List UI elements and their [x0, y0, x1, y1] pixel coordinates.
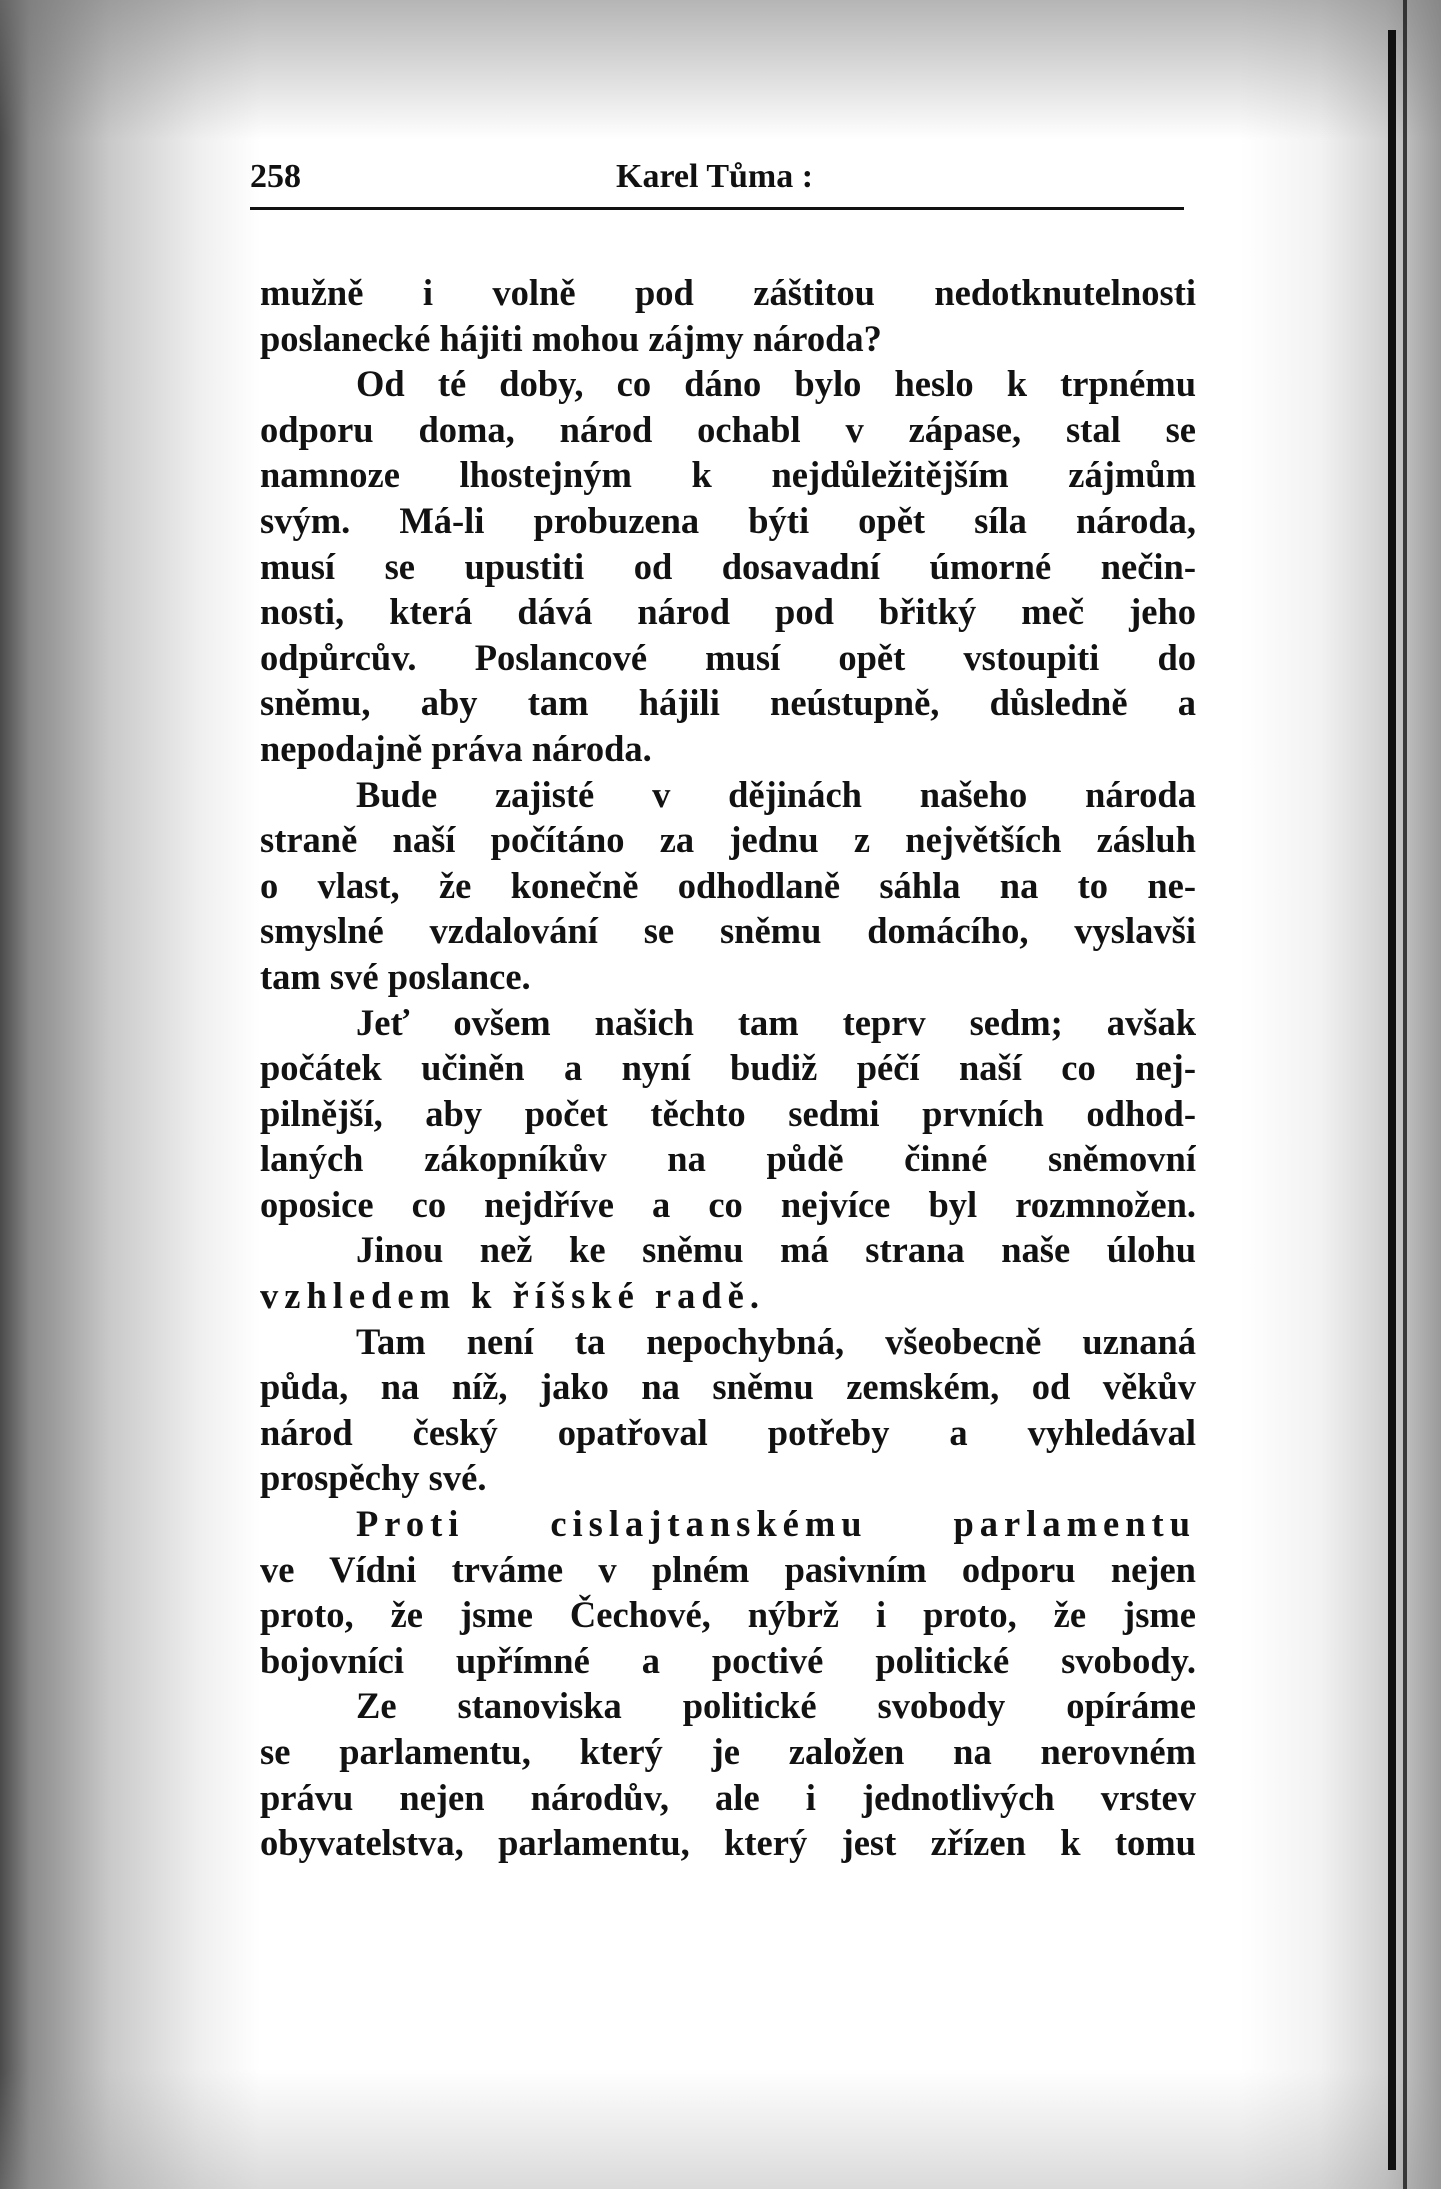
text-line: laných zákopníkův na půdě činné sněmovní	[260, 1138, 1196, 1180]
text-line: smyslné vzdalování se sněmu domácího, vyslavši	[260, 910, 1196, 952]
text-line: se parlamentu, který je založen na nerovném	[260, 1731, 1196, 1772]
header-rule	[250, 207, 1184, 210]
page-edge-outer	[1403, 0, 1407, 2189]
text-line: Tam není ta nepochybná, všeobecně uznaná	[356, 1320, 1196, 1362]
text-line: Bude zajisté v dějinách našeho národa	[356, 773, 1196, 815]
body-text	[260, 270, 1196, 1866]
page-header	[250, 158, 1184, 208]
text-line: proto, že jsme Čechové, nýbrž i proto, že jsme	[260, 1594, 1196, 1636]
text-line: Proti cislajtanskému parlamentu	[356, 1503, 1196, 1545]
text-line: musí se upustiti od dosavadní úmorné nečin-	[260, 545, 1196, 587]
text-line: Od té doby, co dáno bylo heslo k trpnému	[356, 363, 1196, 405]
text-line: vzhledem k říšské radě.	[260, 1275, 765, 1317]
text-line: Jeť ovšem našich tam teprv sedm; avšak	[356, 1001, 1196, 1043]
text-line: nepodajně práva národa.	[260, 727, 652, 769]
page-edge	[1388, 30, 1396, 2170]
page-number: 258	[250, 158, 301, 195]
text-line: Ze stanoviska politické svobody opíráme	[356, 1685, 1196, 1727]
scan-shadow-bottom	[0, 2069, 1441, 2189]
running-head: Karel Tůma :	[616, 158, 814, 195]
text-line: půda, na níž, jako na sněmu zemském, od věkův	[260, 1366, 1196, 1408]
text-line: sněmu, aby tam hájili neústupně, důsledně a	[260, 682, 1196, 724]
text-line: počátek učiněn a nyní budiž péčí naší co nej-	[260, 1047, 1196, 1089]
text-line: právu nejen národův, ale i jednotlivých vrstev	[260, 1776, 1196, 1818]
text-line: poslanecké hájiti mohou zájmy národa?	[260, 317, 882, 359]
text-line: prospěchy své.	[260, 1457, 487, 1499]
text-line: mužně i volně pod záštitou nedotknutelnosti	[260, 272, 1196, 313]
text-line: odporu doma, národ ochabl v zápase, stal se	[260, 408, 1196, 450]
text-line: obyvatelstva, parlamentu, který jest zřízen k tomu	[260, 1822, 1196, 1864]
text-line: Jinou než ke sněmu má strana naše úlohu	[356, 1229, 1196, 1271]
text-line: ve Vídni trváme v plném pasivním odporu nejen	[260, 1548, 1196, 1590]
text-line: svým. Má-li probuzena býti opět síla národa,	[260, 499, 1196, 541]
text-line: odpůrcův. Poslancové musí opět vstoupiti do	[260, 636, 1196, 678]
text-line: tam své poslance.	[260, 955, 531, 997]
text-line: národ český opatřoval potřeby a vyhledával	[260, 1411, 1196, 1453]
text-line: straně naší počítáno za jednu z největších zásluh	[260, 819, 1196, 861]
text-line: pilnější, aby počet těchto sedmi prvních odhod-	[260, 1092, 1196, 1134]
scan-shadow-top	[0, 0, 1441, 140]
text-line: namnoze lhostejným k nejdůležitějším zájmům	[260, 454, 1196, 496]
text-line: o vlast, že konečně odhodlaně sáhla na to ne-	[260, 864, 1196, 906]
text-line: oposice co nejdříve a co nejvíce byl rozmnožen.	[260, 1183, 1196, 1225]
text-line: nosti, která dává národ pod břitký meč jeho	[260, 591, 1196, 633]
text-line: bojovníci upřímné a poctivé politické svobody.	[260, 1639, 1196, 1681]
